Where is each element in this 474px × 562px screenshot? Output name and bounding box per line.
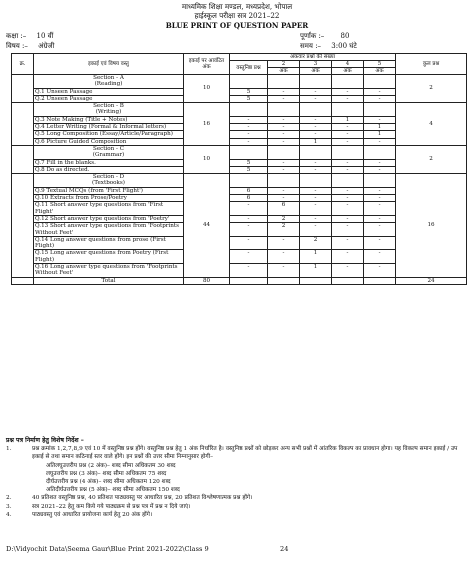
marks-label: पूर्णांक :– [300, 32, 325, 40]
question-label: Q.5 Long Composition (Essay/Article/Paragraph) [34, 131, 184, 138]
count-cell: - [332, 195, 364, 202]
count-cell: - [230, 124, 268, 131]
count-cell: - [230, 215, 268, 222]
blueprint-table [11, 53, 467, 285]
word-limit-item: लघुउत्तरीय प्रश्न (3 अंक)– शब्द सीमा अधिकतम 75 शब्द [46, 470, 167, 477]
count-cell: - [300, 202, 332, 216]
section-total: 4 [396, 103, 467, 146]
count-cell: - [364, 95, 396, 102]
blueprint-title: BLUE PRINT OF QUESTION PAPER [165, 21, 309, 30]
question-label: Q.6 Picture Guided Composition [34, 138, 184, 145]
board-title: माध्यमिक शिक्षा मण्डल, मध्यप्रदेश, भोपाल [181, 2, 293, 11]
section-total: 16 [396, 174, 467, 277]
count-cell: 1 [300, 250, 332, 264]
count-cell: - [230, 236, 268, 250]
section-title: Section - A (Reading) [34, 75, 184, 89]
count-cell: - [364, 202, 396, 216]
question-label: Q.3 Note Making (Title + Notes) [34, 116, 184, 123]
count-cell: - [268, 131, 300, 138]
count-cell: 6 [230, 195, 268, 202]
count-cell: - [268, 250, 300, 264]
sno-cell [12, 174, 34, 277]
header-mark-4: 4 [332, 61, 364, 68]
question-label: Q.16 Long answer type questions from 'Footprints Without Feet' [34, 264, 184, 278]
count-cell: - [300, 159, 332, 166]
count-cell: - [268, 195, 300, 202]
count-cell: - [300, 166, 332, 173]
count-cell: 5 [230, 95, 268, 102]
question-label: Q.10 Extracts from Prose/Poetry [34, 195, 184, 202]
count-cell: - [332, 166, 364, 173]
instruction-item: 3. सत्र 2021–22 हेतु कम किये गये पाठ्यक्रम से प्रश्न पत्र में प्रश्न न दिये जाएं। [6, 503, 191, 510]
section-marks: 10 [184, 75, 230, 103]
marks-info [300, 32, 349, 41]
count-cell: - [332, 223, 364, 237]
header-question-count: अंकवार प्रश्नों की संख्या [230, 54, 396, 61]
count-cell: - [364, 215, 396, 222]
count-cell: - [268, 159, 300, 166]
count-cell: - [300, 187, 332, 194]
count-cell: - [268, 95, 300, 102]
count-cell: - [230, 116, 268, 123]
count-cell: 1 [300, 264, 332, 278]
count-cell: - [332, 159, 364, 166]
count-cell: 6 [268, 202, 300, 216]
count-cell: - [230, 250, 268, 264]
page-number: 24 [280, 545, 289, 553]
count-cell: 5 [230, 159, 268, 166]
count-cell: 5 [230, 166, 268, 173]
count-cell: - [332, 131, 364, 138]
count-cell: - [268, 138, 300, 145]
class-value: 10 वीं [36, 32, 54, 40]
count-cell: - [364, 116, 396, 123]
subject-label: विषय :– [6, 42, 28, 50]
count-cell: - [300, 131, 332, 138]
count-cell: - [364, 195, 396, 202]
marks-value: 80 [340, 32, 350, 40]
count-cell: - [268, 124, 300, 131]
count-cell: - [268, 166, 300, 173]
section-title: Section - D (Textbooks) [34, 174, 184, 188]
instructions [6, 437, 468, 519]
question-label: Q.9 Textual MCQs (from 'First Flight') [34, 187, 184, 194]
question-label: Q.7 Fill in the blanks. [34, 159, 184, 166]
count-cell: - [332, 187, 364, 194]
count-cell: - [268, 264, 300, 278]
question-label: Q.1 Unseen Passage [34, 88, 184, 95]
header-unit: इकाई एवं विषय वस्तु [34, 54, 184, 75]
instructions-title: प्रश्न पत्र निर्माण हेतु विशेष निर्देश – [6, 437, 84, 444]
total-row [12, 277, 467, 284]
header-ank-2: अंक [268, 68, 300, 75]
sno-cell [12, 145, 34, 173]
count-cell: 1 [300, 138, 332, 145]
count-cell: - [300, 88, 332, 95]
exam-session: हाईस्कूल परीक्षा सत्र 2021–22 [194, 11, 280, 20]
count-cell: - [332, 88, 364, 95]
header-ank-4: अंक [332, 68, 364, 75]
word-limit-item: दीर्घउत्तरीय प्रश्न (4 अंक)– शब्द सीमा अधिकतम 120 शब्द [46, 479, 171, 486]
count-cell: 1 [364, 124, 396, 131]
count-cell: - [364, 223, 396, 237]
header-ank-5: अंक [364, 68, 396, 75]
class-info [6, 32, 53, 41]
count-cell: - [268, 116, 300, 123]
count-cell: - [300, 223, 332, 237]
count-cell: - [230, 264, 268, 278]
count-cell: - [364, 159, 396, 166]
sno-cell [12, 75, 34, 103]
count-cell: - [230, 138, 268, 145]
count-cell: - [268, 236, 300, 250]
header-mark-3: 3 [300, 61, 332, 68]
count-cell: - [332, 215, 364, 222]
count-cell: 1 [332, 116, 364, 123]
instruction-item: 1. प्रश्न क्रमांक 1,2,7,8,9 एवं 10 में वस्तुनिष्ठ प्रश्न होंगे। वस्तुनिष्ठ प्रश्न हेतु 1 अंक निर्धारित है। वस्तुनिष्ठ प्रश्नों को छोड़कर अन्य सभी प्रश्नों में आंतरिक विकल्प का प्रावधान होगा। यह विकल्प समान इकाई / उप इकाई से तथा समान कठिनाई स्तर वाले होंगे। इन प्रश्नों की उत्तर सीमा निम्नानुसार होगी– [6, 446, 458, 461]
count-cell: - [364, 166, 396, 173]
count-cell: 1 [364, 131, 396, 138]
header-total: कुल प्रश्न [396, 54, 467, 75]
count-cell: 5 [230, 88, 268, 95]
count-cell: - [364, 88, 396, 95]
count-cell: - [268, 88, 300, 95]
header-ank-3: अंक [300, 68, 332, 75]
total-marks: 80 [184, 277, 230, 284]
count-cell: - [364, 187, 396, 194]
question-label: Q.14 Long answer questions from prose (First Flight) [34, 236, 184, 250]
question-label: Q.15 Long answer questions from Poetry (First Flight) [34, 250, 184, 264]
total-label: Total [34, 277, 184, 284]
question-label: Q.12 Short answer type questions from 'Poetry' [34, 215, 184, 222]
count-cell: - [230, 131, 268, 138]
question-label: Q.4 Letter Writing (Formal & Informal letters) [34, 124, 184, 131]
count-cell: - [364, 138, 396, 145]
question-label: Q.2 Unseen Passage [34, 95, 184, 102]
count-cell: 2 [268, 223, 300, 237]
count-cell: - [230, 202, 268, 216]
section-total: 2 [396, 75, 467, 103]
count-cell: - [332, 202, 364, 216]
header-objective: वस्तुनिष्ठ प्रश्न [230, 61, 268, 75]
total-questions: 24 [396, 277, 467, 284]
header-marks: इकाई पर आवंटित अंक [184, 54, 230, 75]
count-cell: - [332, 236, 364, 250]
subject-info [6, 42, 54, 51]
count-cell: 2 [300, 236, 332, 250]
count-cell: - [332, 250, 364, 264]
count-cell: - [332, 138, 364, 145]
time-info [300, 42, 357, 51]
count-cell: - [332, 264, 364, 278]
count-cell: - [332, 95, 364, 102]
header-mark-5: 5 [364, 61, 396, 68]
count-cell: - [300, 95, 332, 102]
section-title: Section - B (Writing) [34, 103, 184, 117]
count-cell: - [364, 250, 396, 264]
section-total: 2 [396, 145, 467, 173]
class-label: कक्षा :– [6, 32, 27, 40]
time-label: समय :– [300, 42, 322, 50]
count-cell: - [268, 187, 300, 194]
header-sno: क्र. [12, 54, 34, 75]
word-limit-item: अतिलघुउत्तरीय प्रश्न (2 अंक)– शब्द सीमा अधिकतम 30 शब्द [46, 462, 176, 469]
question-label: Q.11 Short answer type questions from 'First Flight' [34, 202, 184, 216]
question-label: Q.8 Do as directed. [34, 166, 184, 173]
section-title: Section - C (Grammar) [34, 145, 184, 159]
file-path: D:\Vidyochit Data\Seema Gaur\Blue Print 2021-2022\Class 9 [6, 545, 209, 553]
header-mark-2: 2 [268, 61, 300, 68]
instruction-item: 4. पाठ्यवस्तु एवं आधारित प्रायोजना कार्य हेतु 20 अंक होंगे। [6, 511, 153, 518]
sno-cell [12, 103, 34, 146]
count-cell: - [300, 195, 332, 202]
count-cell: - [364, 264, 396, 278]
count-cell: 6 [230, 187, 268, 194]
word-limit-item: अतिदीर्घउत्तरीय प्रश्न (5 अंक)– शब्द सीमा अधिकतम 150 शब्द [46, 487, 180, 494]
instruction-item: 2. 40 प्रतिशत वस्तुनिष्ठ प्रश्न, 40 प्रतिशत पाठ्यवस्तु पर आधारित प्रश्न, 20 प्रतिशत विश्लेषणात्मक प्रश्न होंगे। [6, 495, 253, 502]
time-value: 3:00 घंटे [331, 42, 357, 50]
count-cell: - [332, 124, 364, 131]
count-cell: - [300, 116, 332, 123]
count-cell: - [300, 124, 332, 131]
count-cell: - [300, 215, 332, 222]
section-marks: 16 [184, 103, 230, 146]
question-label: Q.13 Short answer type questions from 'Footprints Without Feet' [34, 223, 184, 237]
section-marks: 44 [184, 174, 230, 277]
count-cell: - [230, 223, 268, 237]
subject-value: अंग्रेजी [38, 42, 55, 50]
count-cell: - [364, 236, 396, 250]
section-marks: 10 [184, 145, 230, 173]
count-cell: 2 [268, 215, 300, 222]
